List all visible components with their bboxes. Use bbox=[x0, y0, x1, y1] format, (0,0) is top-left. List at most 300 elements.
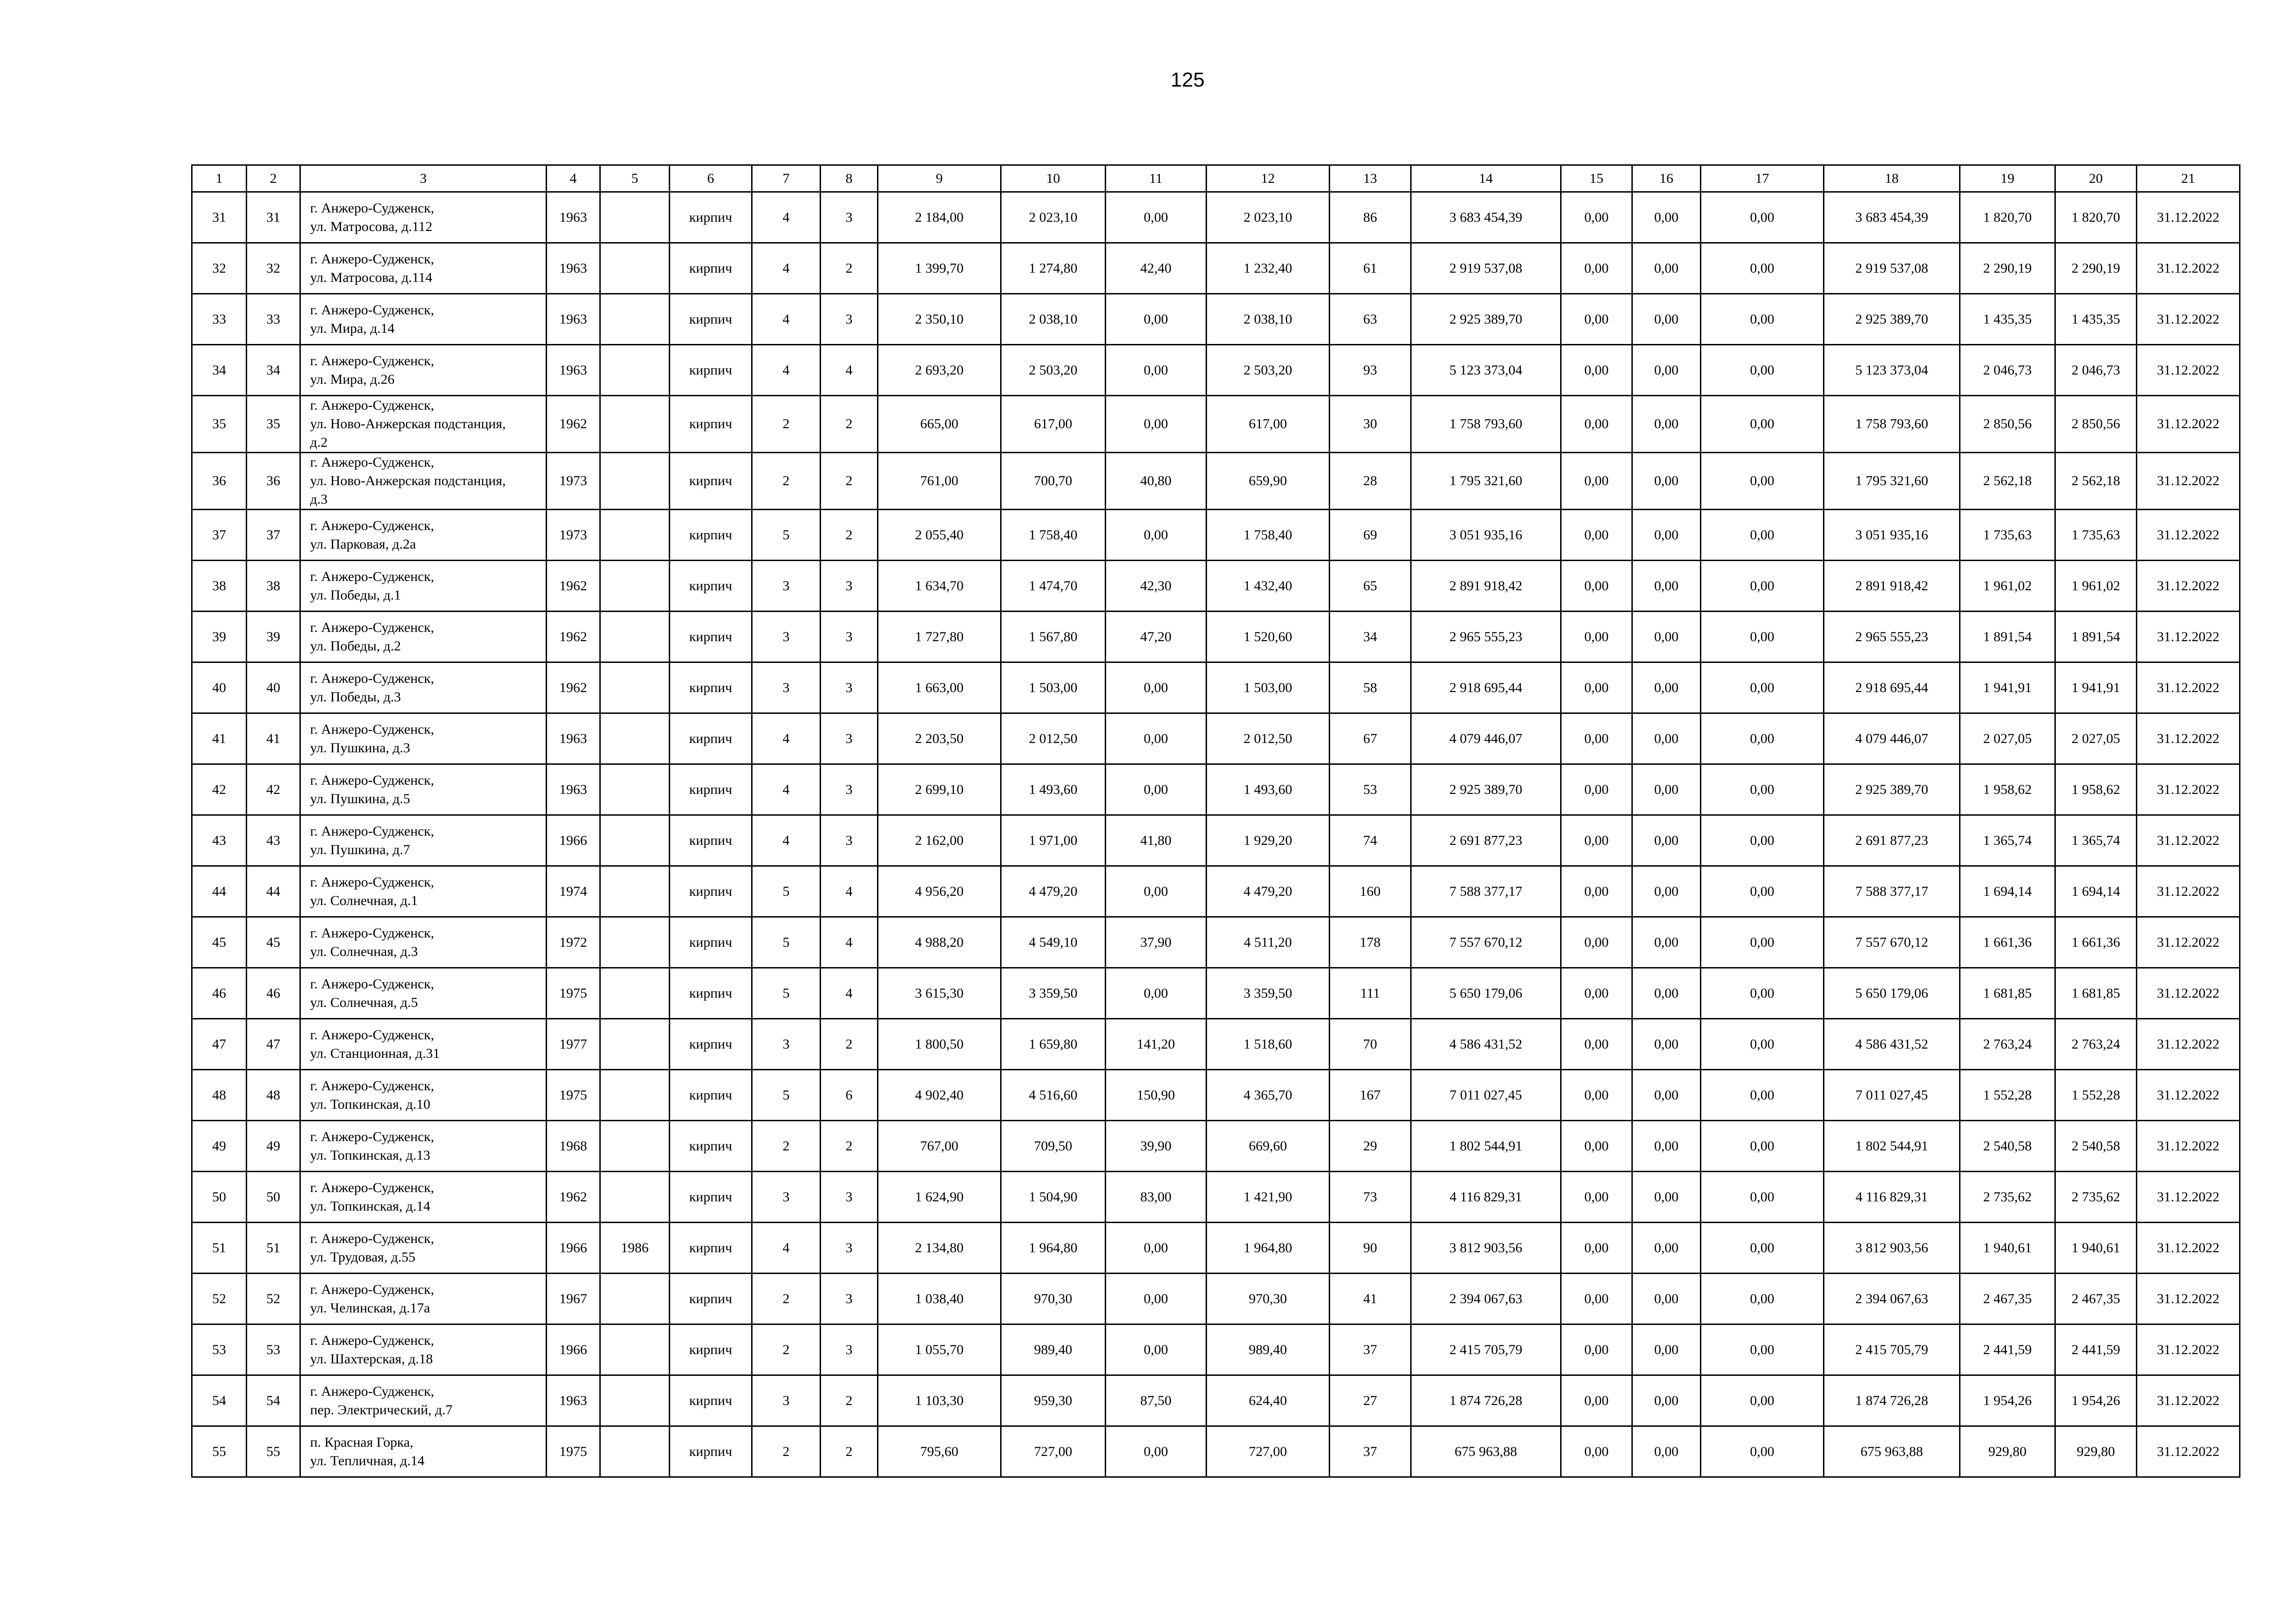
address-line: д.2 bbox=[310, 435, 328, 450]
table-cell-col-1: 48 bbox=[192, 1070, 247, 1121]
table-cell-col-8: 2 bbox=[821, 1121, 878, 1172]
table-cell-col-13: 53 bbox=[1330, 764, 1411, 815]
table-cell-col-13: 28 bbox=[1330, 453, 1411, 510]
address-line: ул. Солнечная, д.5 bbox=[310, 994, 418, 1010]
table-cell-col-8: 4 bbox=[821, 917, 878, 968]
address-line: пер. Электрический, д.7 bbox=[310, 1402, 453, 1418]
table-cell-col-19: 2 046,73 bbox=[1960, 345, 2055, 396]
table-cell-col-11: 150,90 bbox=[1106, 1070, 1207, 1121]
table-cell-col-5 bbox=[600, 1324, 670, 1375]
table-cell-col-5 bbox=[600, 453, 670, 510]
table-cell-col-7: 3 bbox=[752, 612, 821, 662]
table-cell-col-17: 0,00 bbox=[1701, 1223, 1824, 1274]
table-cell-col-11: 39,90 bbox=[1106, 1121, 1207, 1172]
table-cell-col-19: 2 850,56 bbox=[1960, 396, 2055, 453]
table-cell-col-9: 2 203,50 bbox=[878, 713, 1001, 764]
table-cell-col-1: 54 bbox=[192, 1375, 247, 1426]
table-cell-col-15: 0,00 bbox=[1561, 764, 1632, 815]
table-cell-col-17: 0,00 bbox=[1701, 612, 1824, 662]
table-cell-col-20: 2 735,62 bbox=[2055, 1172, 2137, 1223]
table-cell-col-21: 31.12.2022 bbox=[2137, 1274, 2240, 1324]
column-number-cell: 6 bbox=[670, 165, 752, 192]
table-cell-col-5 bbox=[600, 1375, 670, 1426]
address-line: г. Анжеро-Судженск, bbox=[310, 874, 435, 890]
table-cell-col-16: 0,00 bbox=[1632, 1070, 1701, 1121]
table-cell-col-12: 2 012,50 bbox=[1207, 713, 1330, 764]
table-cell-col-15: 0,00 bbox=[1561, 1019, 1632, 1070]
table-cell-col-17: 0,00 bbox=[1701, 764, 1824, 815]
table-cell-col-1: 53 bbox=[192, 1324, 247, 1375]
table-cell-col-18: 2 965 555,23 bbox=[1824, 612, 1960, 662]
table-cell-col-14: 2 925 389,70 bbox=[1411, 764, 1561, 815]
table-cell-col-16: 0,00 bbox=[1632, 866, 1701, 917]
table-cell-col-17: 0,00 bbox=[1701, 917, 1824, 968]
table-cell-col-2: 34 bbox=[247, 345, 300, 396]
address-line: ул. Топкинская, д.10 bbox=[310, 1096, 430, 1112]
table-cell-col-16: 0,00 bbox=[1632, 815, 1701, 866]
table-cell-col-18: 7 588 377,17 bbox=[1824, 866, 1960, 917]
table-cell-col-16: 0,00 bbox=[1632, 453, 1701, 510]
address-line: г. Анжеро-Судженск, bbox=[310, 619, 435, 635]
table-row bbox=[192, 1324, 2240, 1375]
table-cell-col-4: 1963 bbox=[547, 713, 600, 764]
table-cell-col-16: 0,00 bbox=[1632, 1223, 1701, 1274]
table-cell-col-1: 40 bbox=[192, 662, 247, 713]
table-cell-col-8: 3 bbox=[821, 713, 878, 764]
table-cell-col-18: 2 891 918,42 bbox=[1824, 561, 1960, 612]
table-cell-col-17: 0,00 bbox=[1701, 1172, 1824, 1223]
column-number-cell: 21 bbox=[2137, 165, 2240, 192]
table-cell-col-19: 2 562,18 bbox=[1960, 453, 2055, 510]
table-cell-col-2: 45 bbox=[247, 917, 300, 968]
table-cell-col-20: 2 562,18 bbox=[2055, 453, 2137, 510]
column-number-cell: 16 bbox=[1632, 165, 1701, 192]
table-cell-col-7: 2 bbox=[752, 453, 821, 510]
table-cell-col-9: 2 184,00 bbox=[878, 192, 1001, 243]
table-cell-col-6: кирпич bbox=[670, 815, 752, 866]
table-cell-col-9: 2 162,00 bbox=[878, 815, 1001, 866]
table-cell-col-21: 31.12.2022 bbox=[2137, 294, 2240, 345]
table-cell-col-5 bbox=[600, 192, 670, 243]
address-line: ул. Солнечная, д.1 bbox=[310, 893, 418, 908]
table-cell-col-4: 1966 bbox=[547, 1223, 600, 1274]
table-cell-col-20: 1 681,85 bbox=[2055, 968, 2137, 1019]
table-cell-col-21: 31.12.2022 bbox=[2137, 1426, 2240, 1477]
table-cell-col-21: 31.12.2022 bbox=[2137, 815, 2240, 866]
table-cell-col-9: 1 624,90 bbox=[878, 1172, 1001, 1223]
table-cell-col-10: 4 516,60 bbox=[1001, 1070, 1106, 1121]
address-line: ул. Ново-Анжерская подстанция, bbox=[310, 416, 506, 431]
table-cell-col-10: 2 023,10 bbox=[1001, 192, 1106, 243]
table-cell-col-11: 42,30 bbox=[1106, 561, 1207, 612]
table-cell-col-13: 167 bbox=[1330, 1070, 1411, 1121]
table-cell-col-8: 3 bbox=[821, 294, 878, 345]
table-cell-col-13: 41 bbox=[1330, 1274, 1411, 1324]
table-cell-col-14: 2 918 695,44 bbox=[1411, 662, 1561, 713]
table-cell-col-4: 1963 bbox=[547, 764, 600, 815]
table-cell-col-1: 47 bbox=[192, 1019, 247, 1070]
table-cell-col-2: 52 bbox=[247, 1274, 300, 1324]
address-line: г. Анжеро-Судженск, bbox=[310, 1129, 435, 1144]
table-cell-col-15: 0,00 bbox=[1561, 662, 1632, 713]
table-cell-col-19: 1 365,74 bbox=[1960, 815, 2055, 866]
table-cell-col-19: 929,80 bbox=[1960, 1426, 2055, 1477]
address-line: г. Анжеро-Судженск, bbox=[310, 1332, 435, 1348]
table-cell-col-5 bbox=[600, 968, 670, 1019]
table-cell-col-15: 0,00 bbox=[1561, 917, 1632, 968]
table-cell-col-18: 2 691 877,23 bbox=[1824, 815, 1960, 866]
table-cell-col-8: 2 bbox=[821, 510, 878, 561]
table-cell-col-8: 2 bbox=[821, 1375, 878, 1426]
table-cell-col-18: 3 812 903,56 bbox=[1824, 1223, 1960, 1274]
table-cell-col-6: кирпич bbox=[670, 1172, 752, 1223]
table-cell-col-2: 42 bbox=[247, 764, 300, 815]
table-cell-col-5 bbox=[600, 294, 670, 345]
address-line: ул. Победы, д.2 bbox=[310, 638, 401, 654]
table-cell-col-10: 1 964,80 bbox=[1001, 1223, 1106, 1274]
table-cell-col-10: 700,70 bbox=[1001, 453, 1106, 510]
table-row bbox=[192, 243, 2240, 294]
table-cell-col-7: 5 bbox=[752, 510, 821, 561]
table-cell-col-2: 35 bbox=[247, 396, 300, 453]
table-cell-col-12: 1 929,20 bbox=[1207, 815, 1330, 866]
table-cell-col-1: 43 bbox=[192, 815, 247, 866]
table-cell-col-12: 1 503,00 bbox=[1207, 662, 1330, 713]
table-cell-col-12: 2 503,20 bbox=[1207, 345, 1330, 396]
address-cell bbox=[300, 1019, 547, 1070]
table-cell-col-6: кирпич bbox=[670, 662, 752, 713]
table-cell-col-10: 709,50 bbox=[1001, 1121, 1106, 1172]
table-cell-col-1: 45 bbox=[192, 917, 247, 968]
column-number-cell: 3 bbox=[300, 165, 547, 192]
table-cell-col-6: кирпич bbox=[670, 510, 752, 561]
table-cell-col-14: 4 116 829,31 bbox=[1411, 1172, 1561, 1223]
table-cell-col-12: 1 421,90 bbox=[1207, 1172, 1330, 1223]
table-cell-col-21: 31.12.2022 bbox=[2137, 243, 2240, 294]
table-cell-col-21: 31.12.2022 bbox=[2137, 561, 2240, 612]
table-cell-col-2: 53 bbox=[247, 1324, 300, 1375]
table-cell-col-7: 5 bbox=[752, 917, 821, 968]
table-cell-col-1: 44 bbox=[192, 866, 247, 917]
table-cell-col-4: 1962 bbox=[547, 561, 600, 612]
table-cell-col-4: 1968 bbox=[547, 1121, 600, 1172]
table-cell-col-12: 3 359,50 bbox=[1207, 968, 1330, 1019]
table-cell-col-4: 1963 bbox=[547, 1375, 600, 1426]
table-cell-col-8: 3 bbox=[821, 1324, 878, 1375]
table-cell-col-19: 1 941,91 bbox=[1960, 662, 2055, 713]
table-cell-col-5 bbox=[600, 1426, 670, 1477]
table-cell-col-18: 5 650 179,06 bbox=[1824, 968, 1960, 1019]
table-cell-col-20: 1 694,14 bbox=[2055, 866, 2137, 917]
address-line: г. Анжеро-Судженск, bbox=[310, 772, 435, 788]
column-number-cell: 14 bbox=[1411, 165, 1561, 192]
table-row bbox=[192, 453, 2240, 510]
table-cell-col-1: 34 bbox=[192, 345, 247, 396]
table-cell-col-9: 1 634,70 bbox=[878, 561, 1001, 612]
table-cell-col-5 bbox=[600, 345, 670, 396]
table-cell-col-2: 32 bbox=[247, 243, 300, 294]
address-line: ул. Пушкина, д.5 bbox=[310, 791, 411, 806]
table-cell-col-21: 31.12.2022 bbox=[2137, 1375, 2240, 1426]
table-cell-col-6: кирпич bbox=[670, 1121, 752, 1172]
table-cell-col-17: 0,00 bbox=[1701, 1324, 1824, 1375]
table-cell-col-5 bbox=[600, 612, 670, 662]
table-cell-col-8: 2 bbox=[821, 243, 878, 294]
table-cell-col-15: 0,00 bbox=[1561, 1426, 1632, 1477]
table-cell-col-10: 1 659,80 bbox=[1001, 1019, 1106, 1070]
table-cell-col-10: 3 359,50 bbox=[1001, 968, 1106, 1019]
table-cell-col-15: 0,00 bbox=[1561, 192, 1632, 243]
table-cell-col-15: 0,00 bbox=[1561, 1223, 1632, 1274]
table-cell-col-12: 624,40 bbox=[1207, 1375, 1330, 1426]
table-cell-col-11: 0,00 bbox=[1106, 192, 1207, 243]
table-cell-col-1: 31 bbox=[192, 192, 247, 243]
table-cell-col-10: 2 038,10 bbox=[1001, 294, 1106, 345]
table-cell-col-11: 0,00 bbox=[1106, 1426, 1207, 1477]
table-cell-col-16: 0,00 bbox=[1632, 243, 1701, 294]
address-line: ул. Тепличная, д.14 bbox=[310, 1453, 425, 1468]
table-cell-col-7: 2 bbox=[752, 1274, 821, 1324]
table-cell-col-13: 61 bbox=[1330, 243, 1411, 294]
address-line: г. Анжеро-Судженск, bbox=[310, 976, 435, 992]
table-cell-col-20: 1 435,35 bbox=[2055, 294, 2137, 345]
address-line: г. Анжеро-Судженск, bbox=[310, 670, 435, 686]
table-cell-col-11: 0,00 bbox=[1106, 662, 1207, 713]
table-cell-col-16: 0,00 bbox=[1632, 294, 1701, 345]
table-cell-col-15: 0,00 bbox=[1561, 612, 1632, 662]
table-cell-col-14: 4 079 446,07 bbox=[1411, 713, 1561, 764]
table-cell-col-16: 0,00 bbox=[1632, 345, 1701, 396]
table-cell-col-15: 0,00 bbox=[1561, 968, 1632, 1019]
table-cell-col-10: 1 567,80 bbox=[1001, 612, 1106, 662]
address-line: г. Анжеро-Судженск, bbox=[310, 455, 435, 470]
table-row bbox=[192, 1070, 2240, 1121]
table-cell-col-8: 4 bbox=[821, 968, 878, 1019]
table-cell-col-18: 2 918 695,44 bbox=[1824, 662, 1960, 713]
table-cell-col-11: 0,00 bbox=[1106, 1223, 1207, 1274]
table-cell-col-18: 2 925 389,70 bbox=[1824, 764, 1960, 815]
table-cell-col-14: 1 758 793,60 bbox=[1411, 396, 1561, 453]
table-row bbox=[192, 1019, 2240, 1070]
table-row bbox=[192, 815, 2240, 866]
table-cell-col-11: 0,00 bbox=[1106, 968, 1207, 1019]
address-line: г. Анжеро-Судженск, bbox=[310, 721, 435, 737]
table-cell-col-6: кирпич bbox=[670, 1426, 752, 1477]
table-cell-col-9: 2 134,80 bbox=[878, 1223, 1001, 1274]
address-line: ул. Парковая, д.2а bbox=[310, 536, 416, 552]
address-line: г. Анжеро-Судженск, bbox=[310, 1027, 435, 1043]
table-cell-col-13: 67 bbox=[1330, 713, 1411, 764]
table-cell-col-1: 32 bbox=[192, 243, 247, 294]
column-number-cell: 5 bbox=[600, 165, 670, 192]
table-cell-col-18: 1 795 321,60 bbox=[1824, 453, 1960, 510]
table-cell-col-1: 33 bbox=[192, 294, 247, 345]
table-cell-col-7: 3 bbox=[752, 1019, 821, 1070]
table-row bbox=[192, 345, 2240, 396]
table-cell-col-15: 0,00 bbox=[1561, 1121, 1632, 1172]
table-cell-col-19: 1 552,28 bbox=[1960, 1070, 2055, 1121]
table-cell-col-10: 2 012,50 bbox=[1001, 713, 1106, 764]
column-number-cell: 15 bbox=[1561, 165, 1632, 192]
table-cell-col-19: 1 661,36 bbox=[1960, 917, 2055, 968]
table-cell-col-20: 2 540,58 bbox=[2055, 1121, 2137, 1172]
table-cell-col-21: 31.12.2022 bbox=[2137, 453, 2240, 510]
table-cell-col-5 bbox=[600, 1121, 670, 1172]
table-cell-col-8: 3 bbox=[821, 764, 878, 815]
table-cell-col-15: 0,00 bbox=[1561, 243, 1632, 294]
table-cell-col-11: 83,00 bbox=[1106, 1172, 1207, 1223]
table-cell-col-13: 30 bbox=[1330, 396, 1411, 453]
table-cell-col-6: кирпич bbox=[670, 345, 752, 396]
table-cell-col-20: 2 441,59 bbox=[2055, 1324, 2137, 1375]
table-cell-col-18: 7 557 670,12 bbox=[1824, 917, 1960, 968]
address-line: г. Анжеро-Судженск, bbox=[310, 823, 435, 839]
table-cell-col-1: 51 bbox=[192, 1223, 247, 1274]
address-cell bbox=[300, 1121, 547, 1172]
table-cell-col-4: 1962 bbox=[547, 1172, 600, 1223]
table-cell-col-13: 37 bbox=[1330, 1324, 1411, 1375]
table-cell-col-4: 1962 bbox=[547, 662, 600, 713]
table-cell-col-2: 51 bbox=[247, 1223, 300, 1274]
table-cell-col-9: 2 699,10 bbox=[878, 764, 1001, 815]
page-number: 125 bbox=[1170, 69, 1205, 91]
table-cell-col-10: 4 479,20 bbox=[1001, 866, 1106, 917]
table-cell-col-17: 0,00 bbox=[1701, 713, 1824, 764]
table-cell-col-10: 1 758,40 bbox=[1001, 510, 1106, 561]
address-cell bbox=[300, 1274, 547, 1324]
table-cell-col-4: 1963 bbox=[547, 294, 600, 345]
column-number-cell: 13 bbox=[1330, 165, 1411, 192]
table-cell-col-12: 2 023,10 bbox=[1207, 192, 1330, 243]
table-cell-col-5 bbox=[600, 917, 670, 968]
table-cell-col-14: 7 011 027,45 bbox=[1411, 1070, 1561, 1121]
address-cell bbox=[300, 1223, 547, 1274]
table-cell-col-2: 33 bbox=[247, 294, 300, 345]
table-cell-col-8: 2 bbox=[821, 396, 878, 453]
table-cell-col-16: 0,00 bbox=[1632, 968, 1701, 1019]
table-cell-col-13: 178 bbox=[1330, 917, 1411, 968]
table-cell-col-15: 0,00 bbox=[1561, 294, 1632, 345]
table-cell-col-8: 2 bbox=[821, 1019, 878, 1070]
table-cell-col-11: 87,50 bbox=[1106, 1375, 1207, 1426]
table-row bbox=[192, 764, 2240, 815]
table-cell-col-16: 0,00 bbox=[1632, 1426, 1701, 1477]
table-cell-col-6: кирпич bbox=[670, 866, 752, 917]
table-cell-col-20: 1 661,36 bbox=[2055, 917, 2137, 968]
address-line: ул. Топкинская, д.14 bbox=[310, 1198, 430, 1214]
table-cell-col-16: 0,00 bbox=[1632, 396, 1701, 453]
table-cell-col-12: 1 432,40 bbox=[1207, 561, 1330, 612]
table-cell-col-1: 39 bbox=[192, 612, 247, 662]
column-number-header-row bbox=[192, 165, 2240, 192]
table-cell-col-10: 1 474,70 bbox=[1001, 561, 1106, 612]
table-cell-col-5 bbox=[600, 1070, 670, 1121]
table-row bbox=[192, 662, 2240, 713]
column-number-cell: 10 bbox=[1001, 165, 1106, 192]
table-cell-col-17: 0,00 bbox=[1701, 345, 1824, 396]
table-cell-col-16: 0,00 bbox=[1632, 662, 1701, 713]
table-cell-col-14: 1 802 544,91 bbox=[1411, 1121, 1561, 1172]
table-cell-col-7: 4 bbox=[752, 815, 821, 866]
table-cell-col-5 bbox=[600, 713, 670, 764]
table-cell-col-16: 0,00 bbox=[1632, 1274, 1701, 1324]
table-cell-col-6: кирпич bbox=[670, 612, 752, 662]
table-cell-col-2: 37 bbox=[247, 510, 300, 561]
table-cell-col-9: 767,00 bbox=[878, 1121, 1001, 1172]
table-cell-col-20: 1 958,62 bbox=[2055, 764, 2137, 815]
table-cell-col-4: 1966 bbox=[547, 815, 600, 866]
table-cell-col-7: 4 bbox=[752, 764, 821, 815]
table-cell-col-16: 0,00 bbox=[1632, 1375, 1701, 1426]
table-cell-col-8: 3 bbox=[821, 192, 878, 243]
table-cell-col-17: 0,00 bbox=[1701, 1019, 1824, 1070]
table-cell-col-11: 0,00 bbox=[1106, 1274, 1207, 1324]
table-cell-col-7: 3 bbox=[752, 561, 821, 612]
column-number-cell: 9 bbox=[878, 165, 1001, 192]
table-cell-col-12: 4 479,20 bbox=[1207, 866, 1330, 917]
table-cell-col-14: 3 051 935,16 bbox=[1411, 510, 1561, 561]
address-line: ул. Пушкина, д.7 bbox=[310, 842, 411, 857]
table-cell-col-17: 0,00 bbox=[1701, 815, 1824, 866]
table-cell-col-20: 2 027,05 bbox=[2055, 713, 2137, 764]
column-number-cell: 17 bbox=[1701, 165, 1824, 192]
table-cell-col-2: 49 bbox=[247, 1121, 300, 1172]
table-cell-col-9: 2 055,40 bbox=[878, 510, 1001, 561]
column-number-cell: 11 bbox=[1106, 165, 1207, 192]
table-cell-col-15: 0,00 bbox=[1561, 1274, 1632, 1324]
table-cell-col-14: 1 874 726,28 bbox=[1411, 1375, 1561, 1426]
table-cell-col-12: 1 493,60 bbox=[1207, 764, 1330, 815]
address-line: ул. Ново-Анжерская подстанция, bbox=[310, 473, 506, 488]
table-cell-col-19: 1 735,63 bbox=[1960, 510, 2055, 561]
table-cell-col-19: 1 820,70 bbox=[1960, 192, 2055, 243]
table-cell-col-17: 0,00 bbox=[1701, 1274, 1824, 1324]
table-cell-col-16: 0,00 bbox=[1632, 612, 1701, 662]
table-cell-col-8: 3 bbox=[821, 612, 878, 662]
table-cell-col-5 bbox=[600, 815, 670, 866]
table-cell-col-8: 3 bbox=[821, 1274, 878, 1324]
table-cell-col-2: 41 bbox=[247, 713, 300, 764]
table-cell-col-9: 1 055,70 bbox=[878, 1324, 1001, 1375]
table-cell-col-18: 1 758 793,60 bbox=[1824, 396, 1960, 453]
table-cell-col-16: 0,00 bbox=[1632, 917, 1701, 968]
address-line: ул. Матросова, д.114 bbox=[310, 269, 433, 285]
table-cell-col-21: 31.12.2022 bbox=[2137, 612, 2240, 662]
table-cell-col-6: кирпич bbox=[670, 192, 752, 243]
table-cell-col-7: 4 bbox=[752, 243, 821, 294]
table-cell-col-12: 727,00 bbox=[1207, 1426, 1330, 1477]
table-cell-col-8: 4 bbox=[821, 345, 878, 396]
table-cell-col-2: 50 bbox=[247, 1172, 300, 1223]
table-cell-col-13: 74 bbox=[1330, 815, 1411, 866]
table-cell-col-14: 675 963,88 bbox=[1411, 1426, 1561, 1477]
table-cell-col-6: кирпич bbox=[670, 396, 752, 453]
table-cell-col-21: 31.12.2022 bbox=[2137, 866, 2240, 917]
table-cell-col-11: 0,00 bbox=[1106, 1324, 1207, 1375]
table-cell-col-10: 727,00 bbox=[1001, 1426, 1106, 1477]
table-cell-col-20: 1 365,74 bbox=[2055, 815, 2137, 866]
table-cell-col-14: 7 557 670,12 bbox=[1411, 917, 1561, 968]
table-cell-col-2: 55 bbox=[247, 1426, 300, 1477]
table-cell-col-7: 5 bbox=[752, 968, 821, 1019]
table-cell-col-20: 1 941,91 bbox=[2055, 662, 2137, 713]
table-cell-col-9: 2 350,10 bbox=[878, 294, 1001, 345]
table-cell-col-11: 0,00 bbox=[1106, 866, 1207, 917]
table-cell-col-15: 0,00 bbox=[1561, 866, 1632, 917]
table-cell-col-8: 2 bbox=[821, 1426, 878, 1477]
table-cell-col-8: 4 bbox=[821, 866, 878, 917]
table-cell-col-13: 34 bbox=[1330, 612, 1411, 662]
